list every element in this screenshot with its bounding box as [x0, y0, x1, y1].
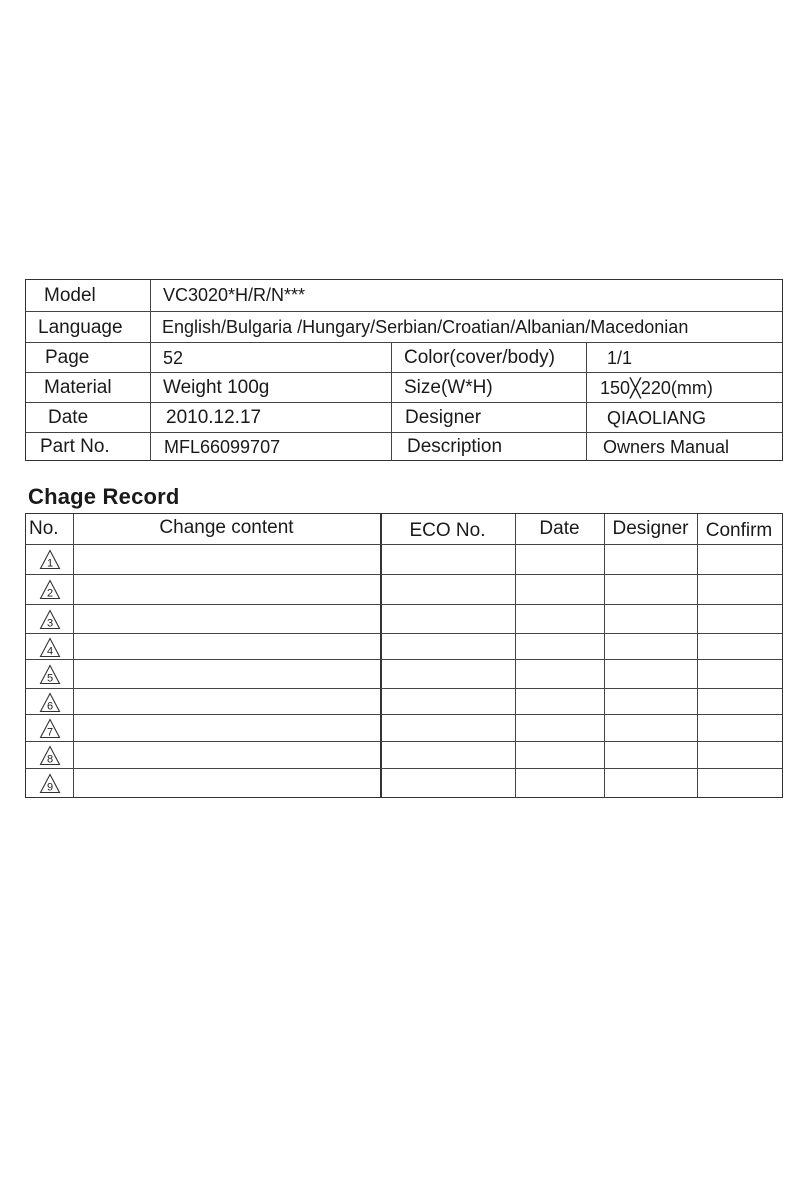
record-row — [26, 688, 782, 715]
record-row — [26, 544, 782, 575]
language-value: English/Bulgaria /Hungary/Serbian/Croatian/Albanian/Macedonian — [150, 312, 782, 343]
change-record-title: Chage Record — [28, 484, 180, 509]
revision-number: 5 — [46, 672, 54, 685]
revision-triangle-icon — [39, 637, 61, 658]
record-row — [26, 604, 782, 634]
description-label: Description — [391, 433, 586, 461]
change-record-table — [25, 513, 783, 798]
page-value: 52 — [150, 343, 391, 373]
record-row — [26, 574, 782, 605]
page-label: Page — [45, 347, 90, 368]
color-value: 1/1 — [586, 343, 782, 373]
revision-number: 8 — [46, 753, 54, 766]
description-value: Owners Manual — [586, 433, 782, 461]
info-row-date — [26, 402, 782, 433]
date-value: 2010.12.17 — [150, 403, 391, 433]
header-date: Date — [539, 518, 580, 539]
info-row-part — [26, 432, 782, 461]
record-row — [26, 768, 782, 798]
part-label: Part No. — [40, 436, 110, 457]
designer-value: QIAOLIANG — [586, 403, 782, 433]
revision-triangle-icon — [39, 692, 61, 713]
designer-label: Designer — [391, 403, 586, 433]
material-value: Weight 100g — [150, 373, 391, 403]
info-row-language — [26, 311, 782, 343]
revision-number: 2 — [46, 587, 54, 600]
revision-triangle-icon — [39, 773, 61, 794]
model-value: VC3020*H/R/N*** — [150, 280, 782, 311]
revision-triangle-icon — [39, 579, 61, 600]
revision-number: 9 — [46, 781, 54, 794]
revision-number: 7 — [46, 726, 54, 739]
header-no: No. — [29, 518, 59, 539]
model-label: Model — [44, 284, 96, 306]
color-label: Color(cover/body) — [391, 343, 586, 373]
info-table — [25, 279, 783, 461]
info-row-page — [26, 342, 782, 373]
record-header-row — [26, 514, 782, 544]
date-label: Date — [48, 407, 89, 428]
record-row — [26, 659, 782, 689]
material-label: Material — [44, 377, 112, 398]
revision-number: 6 — [46, 700, 54, 713]
header-designer: Designer — [612, 518, 689, 539]
revision-triangle-icon — [39, 609, 61, 630]
revision-number: 3 — [46, 617, 54, 630]
language-label: Language — [38, 316, 123, 338]
record-row — [26, 741, 782, 769]
info-row-material — [26, 372, 782, 403]
revision-triangle-icon — [39, 745, 61, 766]
record-row — [26, 633, 782, 660]
record-row — [26, 714, 782, 742]
revision-triangle-icon — [39, 664, 61, 685]
header-change-content: Change content — [159, 517, 294, 538]
size-value: 150╳220(mm) — [586, 373, 782, 403]
revision-triangle-icon — [39, 718, 61, 739]
revision-number: 4 — [46, 645, 54, 658]
header-confirm: Confirm — [705, 519, 773, 541]
part-value: MFL66099707 — [150, 433, 391, 461]
revision-triangle-icon — [39, 549, 61, 570]
size-label: Size(W*H) — [391, 373, 586, 403]
info-row-model — [26, 280, 782, 311]
revision-number: 1 — [46, 557, 54, 570]
header-eco-no: ECO No. — [409, 520, 486, 541]
